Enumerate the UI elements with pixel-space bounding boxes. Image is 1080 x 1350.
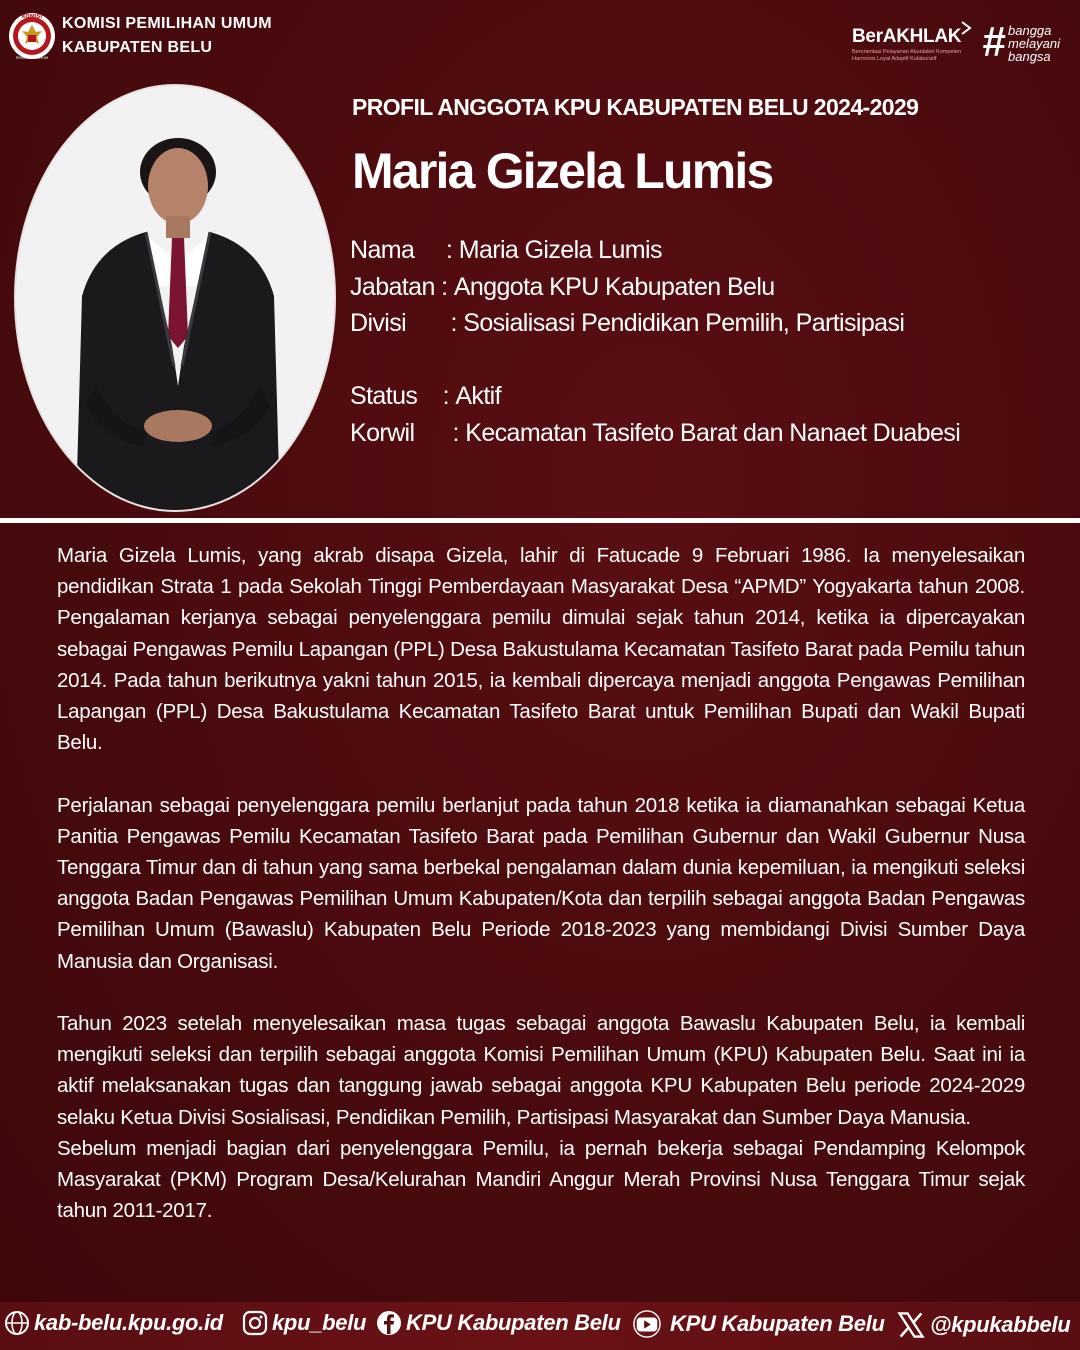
svg-text:KOMISI: KOMISI bbox=[21, 14, 43, 20]
footer-website[interactable] bbox=[4, 1310, 223, 1336]
profile-heading: PROFIL ANGGOTA KPU KABUPATEN BELU 2024-2029 bbox=[352, 94, 919, 120]
svg-text:PEMILIHAN UMUM: PEMILIHAN UMUM bbox=[15, 56, 49, 60]
berakhlak-sub1: Berorientasi Pelayanan Akuntabel Kompeten bbox=[852, 49, 962, 55]
info-row-jabatan bbox=[350, 269, 960, 306]
info-row-status bbox=[350, 378, 960, 415]
instagram-icon bbox=[242, 1310, 268, 1336]
biography bbox=[57, 540, 1025, 1226]
x-text: @kpukabbelu bbox=[930, 1312, 1071, 1337]
footer-social-bar bbox=[0, 1302, 1080, 1350]
footer-x[interactable] bbox=[896, 1310, 1070, 1340]
kpu-logo bbox=[8, 8, 56, 64]
bio-paragraph-1: Maria Gizela Lumis, yang akrab disapa Gizela, lahir di Fatucade 9 Februari 1986. Ia menyelesaikan pendidikan Strata 1 pada Sekolah Tinggi Pemberdayaan Masyarakat Desa “APMD” Yogyakarta tahun 2008. Pengalaman kerjanya sebagai penyelenggara pemilu dimulai sejak tahun 2014, ketika ia dipercayakan sebagai Pengawas Pemilu Lapangan (PPL) Desa Bakustulama Kecamatan Tasifeto Barat pada Pemilu tahun 2014. Pada tahun berikutnya yakni tahun 2015, ia kembali dipercaya menjadi anggota Pengawas Pemilihan Lapangan (PPL) Desa Bakustulama Kecamatan Tasifeto Barat untuk Pemilihan Bupati dan Wakil Bupati Belu. bbox=[57, 544, 1025, 755]
org-name-line1: KOMISI PEMILIHAN UMUM bbox=[62, 15, 272, 32]
x-icon bbox=[896, 1310, 926, 1340]
info-value: Maria Gizela Lumis bbox=[458, 236, 662, 264]
info-row-nama bbox=[350, 232, 960, 269]
info-label: Nama bbox=[350, 236, 415, 264]
profile-name: Maria Gizela Lumis bbox=[352, 143, 773, 199]
berakhlak-arrow-icon bbox=[960, 20, 974, 36]
info-row-divisi bbox=[350, 305, 960, 342]
facebook-text: KPU Kabupaten Belu bbox=[406, 1310, 621, 1335]
website-text: kab-belu.kpu.go.id bbox=[34, 1310, 223, 1335]
info-separator: : bbox=[434, 272, 454, 301]
section-divider bbox=[0, 518, 1080, 523]
instagram-text: kpu_belu bbox=[272, 1310, 367, 1335]
info-value: Anggota KPU Kabupaten Belu bbox=[453, 272, 775, 301]
bangga-hash: # bbox=[982, 18, 1006, 65]
berakhlak-sub2: Harmonis Loyal Adaptif Kolaboratif bbox=[852, 56, 937, 62]
berakhlak-word: BerAKHLAK bbox=[852, 26, 962, 47]
info-label: Divisi bbox=[350, 309, 407, 337]
globe-icon bbox=[4, 1310, 30, 1336]
bio-paragraph-3: Tahun 2023 setelah menyelesaikan masa tugas sebagai anggota Bawaslu Kabupaten Belu, ia kembali mengikuti seleksi dan terpilih sebagai anggota Komisi Pemilihan Umum (KPU) Kabupaten Belu. Saat ini ia aktif melaksanakan tugas dan tanggung jawab sebagai anggota KPU Kabupaten Belu periode 2024-2029 selaku Ketua Divisi Sosialisasi, Pendidikan Pemilih, Partisipasi Masyarakat dan Sumber Daya Manusia. bbox=[57, 1012, 1025, 1129]
info-value: Kecamatan Tasifeto Barat dan Nanaet Duabesi bbox=[465, 418, 961, 447]
info-separator: : bbox=[406, 309, 464, 337]
info-separator: : bbox=[417, 382, 456, 410]
org-name-line2: KABUPATEN BELU bbox=[62, 39, 213, 56]
info-value: Sosialisasi Pendidikan Pemilih, Partisipasi bbox=[463, 309, 905, 337]
bangga-line2: melayani bbox=[1008, 36, 1061, 51]
info-label: Jabatan bbox=[350, 272, 435, 301]
youtube-icon bbox=[628, 1310, 666, 1338]
org-name bbox=[62, 12, 272, 60]
info-label: Korwil bbox=[350, 418, 415, 447]
info-row-korwil bbox=[350, 415, 960, 452]
berakhlak-logo bbox=[852, 26, 974, 68]
bio-paragraph-2: Perjalanan sebagai penyelenggara pemilu berlanjut pada tahun 2018 ketika ia diamanahkan sebagai Ketua Panitia Pengawas Pemilu Kecamatan Tasifeto Barat pada Pemilihan Gubernur dan Wakil Gubernur Nusa Tenggara Timur dan di tahun yang sama berbekal pengalaman dalam dunia kepemiluan, ia mengikuti seleksi anggota Badan Pengawas Pemilihan Umum Kabupaten/Kota dan terpilih sebagai anggota Badan Pengawas Pemilihan Umum (Bawaslu) Kabupaten Belu Periode 2018-2023 yang membidangi Divisi Sumber Daya Manusia dan Organisasi. bbox=[57, 793, 1025, 973]
facebook-icon bbox=[376, 1310, 402, 1336]
bangga-line1: bangga bbox=[1008, 23, 1052, 38]
info-separator: : bbox=[414, 236, 459, 264]
info-value: Aktif bbox=[455, 382, 501, 410]
footer-youtube[interactable] bbox=[628, 1310, 885, 1338]
info-separator: : bbox=[414, 418, 466, 447]
bangga-line3: bangsa bbox=[1008, 49, 1051, 64]
info-label: Status bbox=[350, 382, 418, 410]
footer-facebook[interactable] bbox=[376, 1310, 621, 1336]
bio-paragraph-4: Sebelum menjadi bagian dari penyelenggara Pemilu, ia pernah bekerja sebagai Pendamping Kelompok Masyarakat (PKM) Program Desa/Kelurahan Mandiri Anggur Merah Provinsi Nusa Tenggara Timur sejak tahun 2011-2017. bbox=[57, 1136, 1025, 1223]
footer-instagram[interactable] bbox=[242, 1310, 366, 1336]
bangga-melayani-bangsa-logo bbox=[982, 18, 1074, 68]
portrait-photo bbox=[16, 86, 334, 510]
profile-info bbox=[350, 232, 960, 451]
youtube-text: KPU Kabupaten Belu bbox=[670, 1311, 885, 1336]
